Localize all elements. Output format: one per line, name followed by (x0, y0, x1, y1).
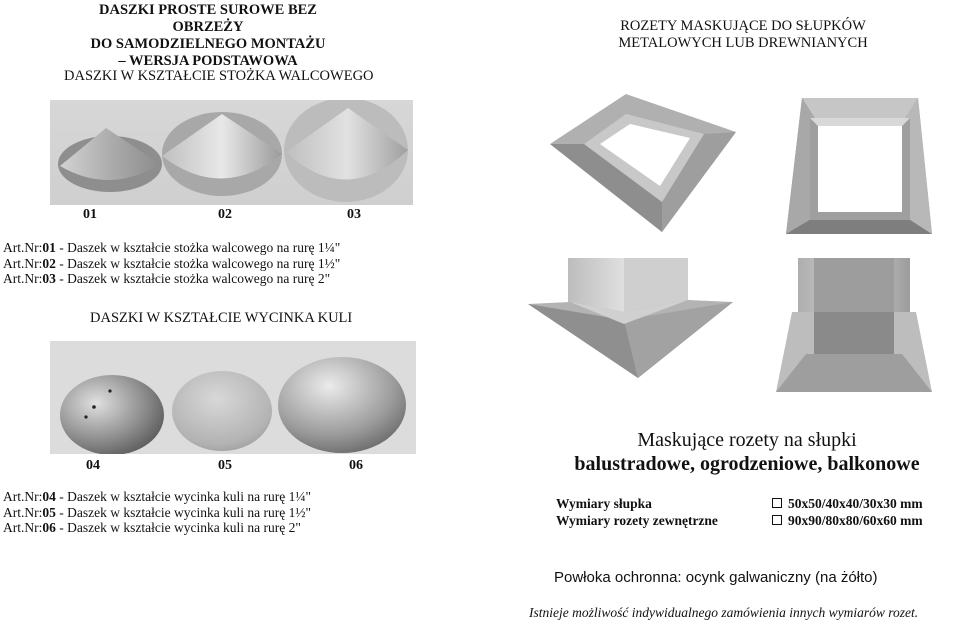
rosette-title-line1: Maskujące rozety na słupki (637, 429, 857, 451)
sphere-caps-photo (50, 341, 416, 454)
rosette-photo-4 (776, 258, 932, 392)
sphere-article-04: Art.Nr:04 - Daszek w kształcie wycinka kuli na rurę 1¼" (3, 489, 312, 504)
custom-order-note: Istnieje możliwość indywidualnego zamówienia innych wymiarów rozet. (529, 605, 919, 620)
sphere-article-list (3, 489, 443, 536)
left-header-line3: – WERSJA PODSTAWOWA (118, 53, 298, 69)
cone-number-03: 03 (347, 207, 361, 222)
cone-article-01: Art.Nr:01 - Daszek w kształcie stożka walcowego na rurę 1¼" (3, 240, 341, 255)
right-header (578, 18, 908, 52)
rosette-photo-3 (528, 258, 733, 378)
dims-values (772, 495, 923, 529)
right-header-line1: ROZETY MASKUJĄCE DO SŁUPKÓW (620, 18, 866, 34)
sphere-cap-05 (172, 371, 272, 451)
cone-number-02: 02 (218, 207, 232, 222)
sphere-article-05: Art.Nr:05 - Daszek w kształcie wycinka kuli na rurę 1½" (3, 504, 312, 520)
sphere-number-04: 04 (86, 458, 100, 473)
cone-caps-photo (50, 100, 413, 205)
cone-number-01: 01 (83, 207, 97, 222)
sphere-cap-04 (60, 375, 164, 454)
cone-cap-02 (162, 112, 282, 196)
rosette-title-line2: balustradowe, ogrodzeniowe, balkonowe (574, 453, 920, 475)
rosette-title (541, 428, 953, 476)
cone-article-02: Art.Nr:02 - Daszek w kształcie stożka walcowego na rurę 1½" (3, 255, 341, 271)
sphere-cap-06 (278, 357, 406, 453)
rosette-photo-1 (544, 92, 742, 234)
sphere-section-title: DASZKI W KSZTAŁCIE WYCINKA KULI (90, 310, 353, 326)
coating-text: Powłoka ochronna: ocynk galwaniczny (na żółto) (554, 569, 878, 586)
cone-section-title: DASZKI W KSZTAŁCIE STOŻKA WALCOWEGO (64, 68, 374, 84)
rosette-photo-2 (782, 96, 940, 236)
sphere-number-06: 06 (349, 458, 363, 473)
dim-label-post: Wymiary słupka (556, 496, 652, 511)
dim-value-post: 50x50/40x40/30x30 mm (772, 495, 923, 512)
dim-label-rosette: Wymiary rozety zewnętrzne (556, 513, 718, 528)
sphere-article-06: Art.Nr:06 - Daszek w kształcie wycinka kuli na rurę 2" (3, 520, 301, 535)
cone-article-03: Art.Nr:03 - Daszek w kształcie stożka walcowego na rurę 2" (3, 271, 331, 286)
checkbox-icon (772, 498, 782, 508)
left-header (88, 2, 328, 70)
left-header-line2: DO SAMODZIELNEGO MONTAŻU (90, 36, 326, 52)
right-header-line2: METALOWYCH LUB DREWNIANYCH (618, 35, 868, 51)
left-header-line1: DASZKI PROSTE SUROWE BEZ OBRZEŻY (99, 2, 317, 35)
dims-labels (556, 495, 718, 529)
cone-article-list (3, 240, 443, 287)
sphere-number-05: 05 (218, 458, 232, 473)
cone-cap-03 (284, 100, 408, 202)
checkbox-icon (772, 515, 782, 525)
dim-value-rosette: 90x90/80x80/60x60 mm (772, 512, 923, 529)
